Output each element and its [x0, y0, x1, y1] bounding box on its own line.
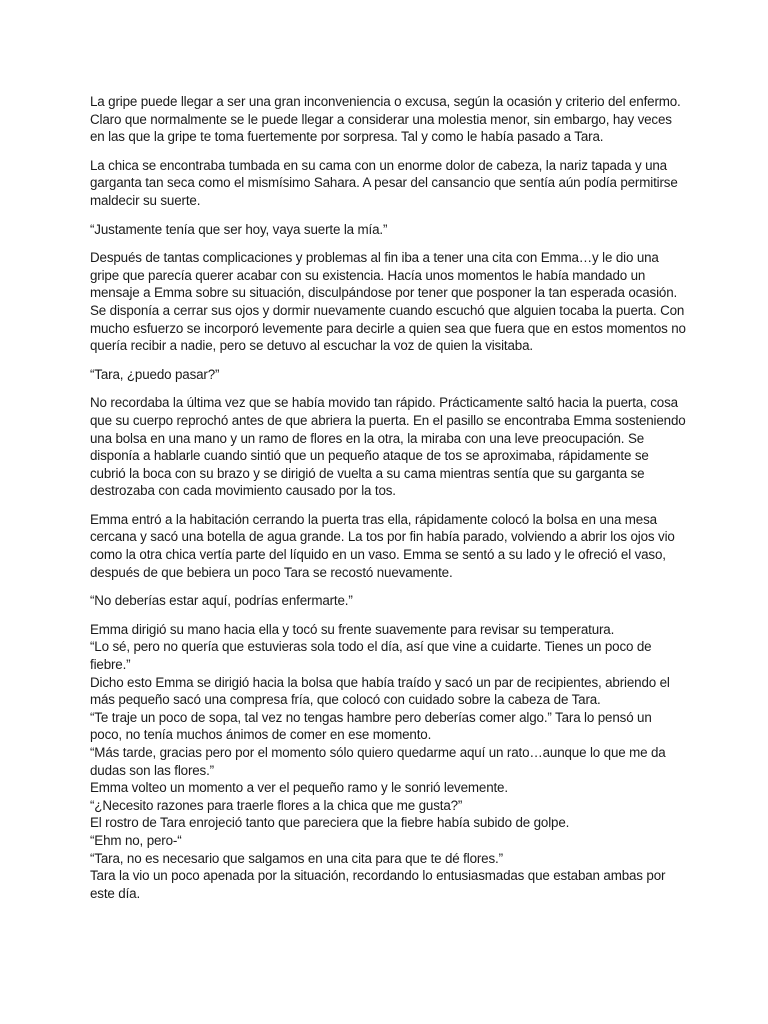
dialogue-line-3: Dicho esto Emma se dirigió hacia la bolsa que había traído y sacó un par de recipientes, abriendo el más pequeño sacó una compresa fría, que colocó con cuidado sobre la cabeza de Tara. — [90, 674, 670, 708]
dialogue-line-11: Tara la vio un poco apenada por la situación, recordando lo entusiasmadas que estaban ambas por este día. — [90, 868, 666, 901]
paragraph-2: La chica se encontraba tumbada en su cama con un enorme dolor de cabeza, la nariz tapada y una garganta tan seca como el mismísimo Sahara. A pesar del cansancio que sentía aún podía permitirse maldecir su suerte. — [90, 157, 678, 208]
paragraph-3: “Justamente tenía que ser hoy, vaya suerte la mía.” — [90, 221, 388, 237]
dialogue-line-6: Emma volteo un momento a ver el pequeño ramo y le sonrió levemente. — [90, 780, 508, 796]
document-body — [90, 93, 686, 902]
paragraph-6: No recordaba la última vez que se había movido tan rápido. Prácticamente saltó hacia la puerta, cosa que su cuerpo reprochó antes de que abriera la puerta. En el pasillo se encontraba Emma sosteniendo una bolsa en una mano y un ramo de flores en la otra, la miraba con una leve preocupación. Se disponía a hablarle cuando sintió que un pequeño ataque de tos se aproximaba, rápidamente se cubrió la boca con su brazo y se dirigió de vuelta a su cama mientras sentía que su garganta se destrozaba con cada movimiento causado por la tos. — [90, 395, 686, 499]
dialogue-line-7: “¿Necesito razones para traerle flores a la chica que me gusta?” — [90, 797, 463, 813]
dialogue-line-1: Emma dirigió su mano hacia ella y tocó su frente suavemente para revisar su temperatura. — [90, 621, 615, 637]
paragraph-5: “Tara, ¿puedo pasar?” — [90, 366, 220, 382]
dialogue-line-4: “Te traje un poco de sopa, tal vez no tengas hambre pero deberías comer algo.” Tara lo pensó un poco, no tenía muchos ánimos de comer en ese momento. — [90, 709, 652, 743]
paragraph-8: “No deberías estar aquí, podrías enfermarte.” — [90, 593, 353, 609]
dialogue-line-10: “Tara, no es necesario que salgamos en una cita para que te dé flores.” — [90, 850, 503, 866]
paragraph-1: La gripe puede llegar a ser una gran inconveniencia o excusa, según la ocasión y criterio del enfermo. Claro que normalmente se le puede llegar a considerar una molestia menor, sin embargo, hay veces en las que la gripe te toma fuertemente por sorpresa. Tal y como le había pasado a Tara. — [90, 94, 681, 145]
dialogue-line-5: “Más tarde, gracias pero por el momento sólo quiero quedarme aquí un rato…aunque lo que me da dudas son las flores.” — [90, 745, 666, 778]
dialogue-line-8: El rostro de Tara enrojeció tanto que pareciera que la fiebre había subido de golpe. — [90, 815, 570, 831]
dialogue-line-9: “Ehm no, pero-“ — [90, 832, 182, 848]
dialogue-line-2: “Lo sé, pero no quería que estuvieras sola todo el día, así que vine a cuidarte. Tienes un poco de fiebre.” — [90, 639, 652, 673]
paragraph-4: Después de tantas complicaciones y problemas al fin iba a tener una cita con Emma…y le dio una gripe que parecía querer acabar con su existencia. Hacía unos momentos le había mandado un mensaje a Emma sobre su situación, disculpándose por tener que posponer la tan esperada ocasión. Se disponía a cerrar sus ojos y dormir nuevamente cuando escuchó que alguien tocaba la puerta. Con mucho esfuerzo se incorporó levemente para decirle a quien sea que fuera que en estos momentos no quería recibir a nadie, pero se detuvo al escuchar la voz de quien la visitaba. — [90, 250, 686, 354]
paragraph-7: Emma entró a la habitación cerrando la puerta tras ella, rápidamente colocó la bolsa en una mesa cercana y sacó una botella de agua grande. La tos por fin había parado, volviendo a abrir los ojos vio como la otra chica vertía parte del líquido en un vaso. Emma se sentó a su lado y le ofreció el vaso, después de que bebiera un poco Tara se recostó nuevamente. — [90, 511, 675, 580]
